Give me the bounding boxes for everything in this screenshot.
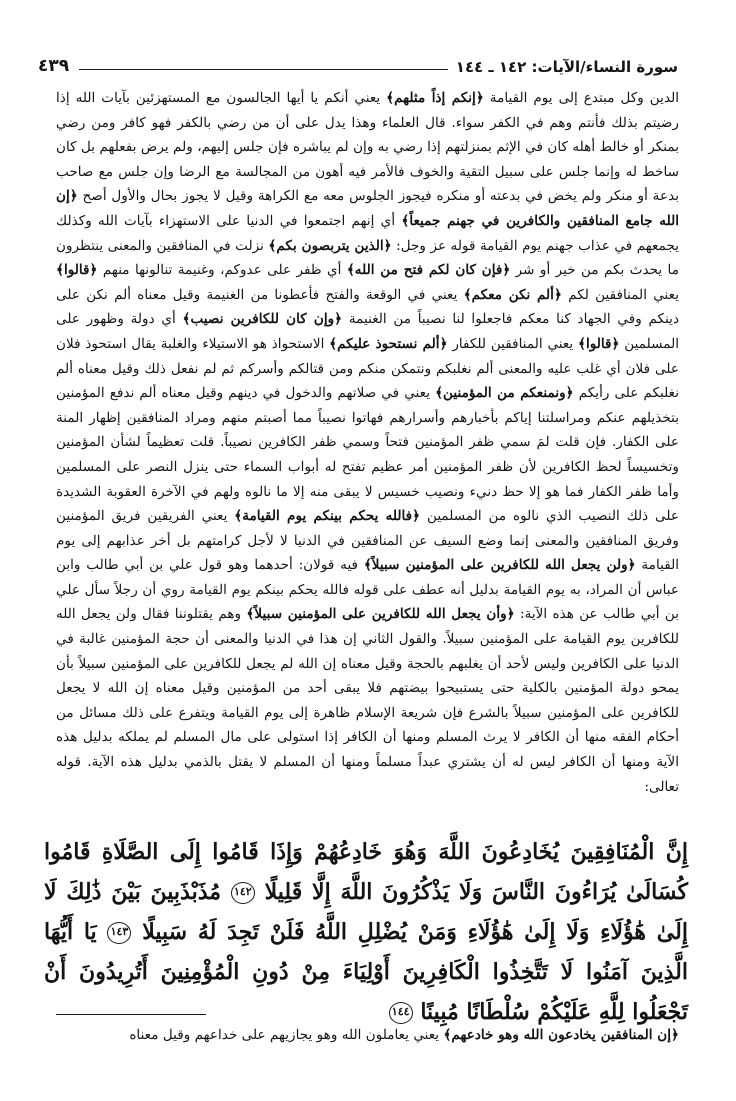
quoted-verse: ﴿ولن يجعل الله للكافرين على المؤمنين سبيلاً﴾ (363, 557, 636, 574)
quoted-verse: ﴿إنكم إذاً مثلهم﴾ (386, 90, 484, 106)
quoted-verse: ﴿ونمنعكم من المؤمنين﴾ (435, 385, 574, 402)
verse-number-marker: ١٤٣ (107, 922, 131, 944)
quran-verse-144: يَا أَيُّهَا الَّذِينَ آمَنُوا لَا تَتَّخِذُوا الْكَافِرِينَ أَوْلِيَاءَ مِنْ دُونِ الْمُؤْمِنِينَ أَتُرِيدُونَ أَنْ تَجْعَلُوا لِلَّهِ عَلَيْكُمْ سُلْطَانًا مُبِينًا (44, 919, 688, 1025)
commentary-segment: الدين وكل مبتدع إلى يوم القيامة (489, 90, 679, 106)
quoted-verse: ﴿وإن كان للكافرين نصيب﴾ (182, 311, 343, 328)
page-number: ٤٣٩ (38, 56, 70, 76)
quran-verse-142: إِنَّ الْمُنَافِقِينَ يُخَادِعُونَ اللَّهَ وَهُوَ خَادِعُهُمْ وَإِذَا قَامُوا إِلَى الصَّلَاةِ قَامُوا كُسَالَىٰ يُرَاءُونَ النَّاسَ وَلَا يَذْكُرُونَ اللَّهَ إِلَّا قَلِيلًا (44, 839, 688, 905)
quoted-verse: ﴿قالوا﴾ (56, 262, 98, 279)
quran-verse-143: مُذَبْذَبِينَ بَيْنَ ذَٰلِكَ لَا إِلَىٰ هَٰؤُلَاءِ وَلَا إِلَىٰ هَٰؤُلَاءِ وَمَنْ يُضْلِلِ اللَّهُ فَلَنْ تَجِدَ لَهُ سَبِيلًا (44, 879, 688, 945)
quran-verses-block (44, 832, 688, 1032)
footnote-divider (56, 1014, 206, 1015)
verse-number-marker: ١٤٢ (231, 882, 255, 904)
quoted-verse: ﴿فالله يحكم بينكم يوم القيامة﴾ (234, 508, 421, 525)
commentary-segment: نزلت في المنافقين والمعنى ينتظرون ما يحدث بكم من خير أو شر (56, 237, 679, 279)
commentary-segment: يعني في الوقعة والفتح فأعطونا من الغنيمة وقيل معناه ألم نكن على دينكم وفي الجهاد كنا معكم فاجعلوا لنا نصيباً من الغنيمة (56, 286, 680, 328)
quoted-verse: ﴿فإن كان لكم فتح من الله﴾ (346, 262, 511, 279)
surah-title: سورة النساء/الآيات: ١٤٢ ـ ١٤٤ (455, 58, 678, 76)
commentary-segment: أي إنهم اجتمعوا في الدنيا على الاستهزاء بآيات الله وكذلك يجمعهم في عذاب جهنم يوم القيامة قوله عز وجل: (56, 212, 679, 254)
commentary-segment: يعني أنكم يا أيها الجالسون مع المستهزئين بآيات الله إذا رضيتم بذلك فأنتم وهم في الكفر سواء. قال العلماء وهذا يدل على أن من رضي بالكفر فهو كافر ومن رضي بمنكر أو خالط أهله كان في الإثم بمنزلتهم إذا رضي به وإن لم يباشره فإن جلس إليهم، ولم يرض بفعلهم بل كان ساخط له وإنما جلس على سبيل التقية والخوف فالأمر فيه أهون من المجالسة مع الرضا وإن جلس مع صاحب بدعة أو منكر ولم يخض في بدعته أو منكره فيجوز الجلوس معه مع الكراهة وقيل لا يجوز بحال والأول أصح (56, 90, 680, 205)
commentary-segment: أي دولة وظهور على المسلمين (56, 311, 679, 352)
commentary-segment: فيه قولان: أحدهما وهو قول علي بن أبي طالب وابن عباس أن المراد، به يوم القيامة بدليل أنه عطف على قوله فالله يحكم بينكم يوم القيامة روي أن رجلاً سأل علي بن أبي طالب عن هذه الآية: (56, 557, 680, 623)
commentary-text (56, 86, 679, 799)
quoted-verse: ﴿إن الله جامع المنافقين والكافرين في جهنم جميعاً﴾ (56, 188, 679, 229)
commentary-segment: يعني في صلاتهم والدخول في دينهم وقيل معناه ألم ندفع المؤمنين بتخذيلهم عنكم ومراسلتنا إياكم بأخبارهم وأسرارهم فهاتوا نصيباً مما أصبتم منهم ومراد المنافقين إظهار المنة على الكفار. فإن قلت لمَ سمي ظفر المؤمنين فتحاً وسمي ظفر الكافرين نصيباً. قلت تعظيماً لشأن المؤمنين وتخسيساً لحظ الكافرين لأن ظفر المؤمنين أمر عظيم تفتح له أبواب السماء حتى ينزل النصر على المسلمين وأما ظفر الكفار فما هو إلا حظ دنيء ونصيب خسيس لا يبقى منه إلا ما نالوه ولهم في الآخرة العقوبة الشديدة على ذلك النصيب الذي نالوه من المسلمين (56, 385, 679, 525)
quran-verses (44, 832, 688, 1032)
page-header (38, 46, 678, 76)
commentary-segment: يعني المنافقين لكم (561, 286, 680, 303)
quoted-verse: ﴿الذين يتربصون بكم﴾ (268, 237, 392, 254)
quoted-verse: ﴿إن المنافقين يخادعون الله وهو خادعهم﴾ (443, 1027, 679, 1043)
commentary-segment: يعني الفريقين فريق المؤمنين وفريق المنافقين والمعنى إنما وضع السيف عن المنافقين في الدنيا لا لأجل كرامتهم بل أخر عذابهم إلى يوم القيامة (56, 508, 680, 574)
commentary-segment: يعني يعاملون الله وهو يجازيهم على خداعهم وقيل معناه (129, 1027, 440, 1043)
commentary-segment: يعني المنافقين للكفار (447, 335, 574, 352)
quoted-verse: ﴿وأن يجعل الله للكافرين على المؤمنين سبيلاً﴾ (246, 606, 515, 623)
commentary-paragraph (56, 86, 679, 799)
commentary-segment: الاستحواذ هو الاستيلاء والغلبة يقال استحوذ فلان على فلان أي غلب عليه والمعنى ألم نغلبكم ونتمكن منكم ومن قتالكم وأسركم ثم لم نفعل ذلك وقيل معناه ألم نغلبكم على رأيكم (56, 335, 679, 402)
header-rule (79, 69, 448, 70)
commentary-segment: أي ظفر على عدوكم، وغنيمة تنالونها منهم (97, 262, 342, 279)
verse-number-marker: ١٤٤ (389, 1002, 413, 1024)
continuation-text (56, 1022, 679, 1048)
commentary-segment: وهم يقتلوننا فقال ولن يجعل الله للكافرين يوم القيامة على المؤمنين سبيلاً. والقول الثاني إن هذا في الدنيا والمعنى أن حجة المؤمنين غالبة في الدنيا على الكافرين وليس لأحد أن يغلبهم بالحجة وقيل معناه إن الله لم يجعل للكافرين على المؤمنين سبيلاً بأن يمحو دولة المؤمنين بالكلية حتى يستبيحوا بيضتهم فلا يبقى أحد من المؤمنين وقيل معناه إن الله لا يجعل للكافرين على المؤمنين سبيلاً بالشرع فإن شريعة الإسلام ظاهرة إلى يوم القيامة ويتفرع على ذلك مسائل من أحكام الفقه منها أن الكافر لا يرث المسلم ومنها أن الكافر إذا استولى على مال المسلم لم يملكه بدليل هذه الآية ومنها أن الكافر ليس له أن يشتري عبداً مسلماً ومنها أن المسلم لا يقتل بالذمي بدليل هذه الآية. قوله تعالى: (56, 606, 679, 795)
quoted-verse: ﴿قالوا﴾ (578, 335, 620, 352)
quoted-verse: ﴿ألم نستحوذ عليكم﴾ (329, 335, 448, 352)
quoted-verse: ﴿ألم نكن معكم﴾ (463, 286, 562, 303)
